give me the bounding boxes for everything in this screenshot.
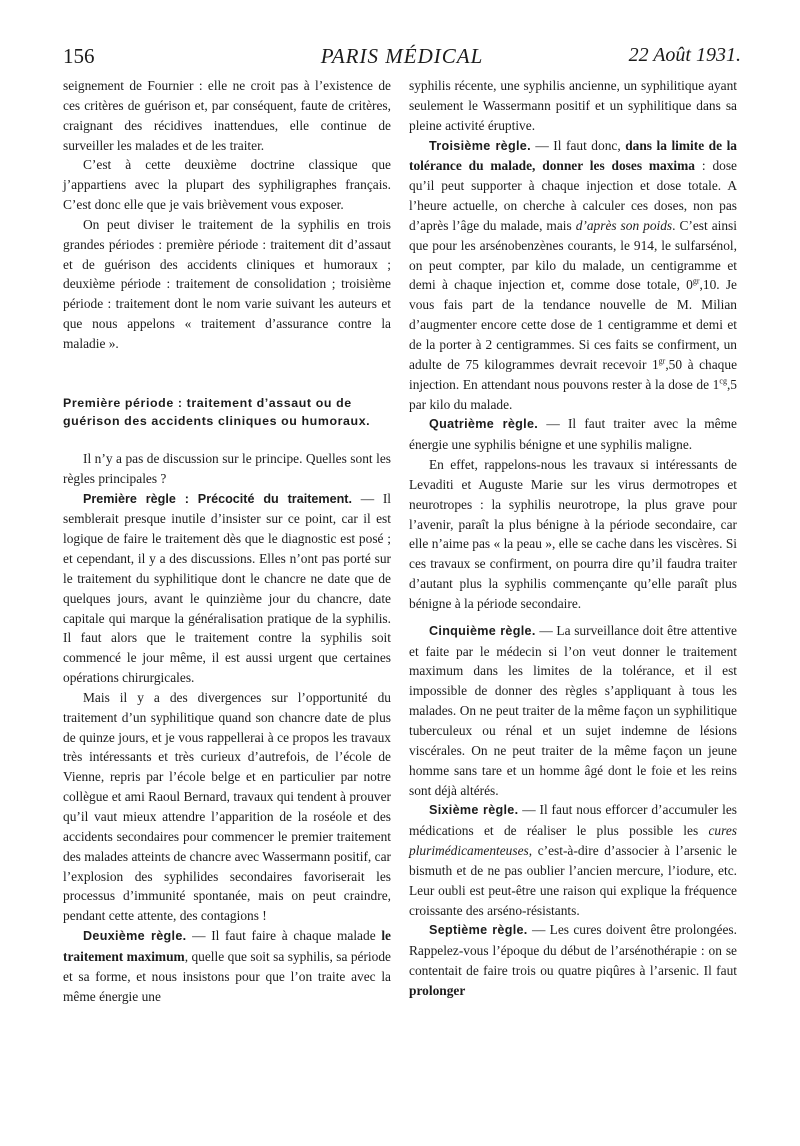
rule-label: Sixième règle. [429,803,519,818]
emphasis: prolonger [409,982,466,998]
paragraph: C’est à cette deuxième doctrine classique que j’appartiens avec la plupart des syphiligraphes français. C’est donc elle que je vais brièvement vous exposer. [63,157,391,213]
rule-text: : dose qu’il peut supporter à chaque injection et dose totale. A l’heure actuelle, on cherche à calculer ces doses, non pas d’après l’âge du malade, mais [409,158,737,233]
issue-date: 22 Août 1931. [628,44,741,66]
rule-text: — Il faut traiter avec la même énergie une syphilis bénigne et une syphilis maligne. [409,416,737,453]
rule-label: Troisième règle. [429,138,531,153]
emphasis: dans la limite de la tolérance du malade, donner les doses maxima [409,137,737,174]
rule-label: Deuxième règle. [83,929,187,944]
page-header [63,44,741,72]
paragraph: En effet, rappelons-nous les travaux si intéressants de Levaditi et Auguste Marie sur les virus dermotropes et neurotropes : la syphilis neurotrope, la plus grave pour l’avenir, paraît la plus bénigne à la période secondaire, car elle n’aime pas « la peau », elle se cache dans les viscères. Si ces travaux se confirment, on pourra dire qu’il faudra traiter d’autant plus la syphilis commençante qu’elle paraît plus bénigne à la période secondaire. [409,457,737,611]
rule-paragraph [409,800,737,920]
rule-paragraph [409,136,737,415]
right-column [409,76,737,1001]
rule-text: — Les cures doivent être prolongées. Rappelez-vous l’époque du début de l’arsénothérapie : on se contentait de faire trois ou quatre piqûres à l’arsenic. Il faut [409,922,737,979]
rule-label: Première règle : Précocité du traitement. [83,491,353,506]
paragraph: Mais il y a des divergences sur l’opportunité du traitement d’un syphilitique quand son chancre date de plus de quinze jours, et je vous rappellerai à ce propos les travaux très intéressants et très curieux d’autrefois, de l’école de Vienne, repris par l’école belge et en particulier par notre collègue et ami Raoul Bernard, travaux qui tendent à prouver qu’il vaut mieux attendre l’apparition de la roséole et des accidents secondaires pour commencer le premier traitement des malades atteints de chancre avec Wassermann positif, car l’explosion des syphilides secondaires favoriserait les processus d’immunité spontanée, mais on peut craindre, pendant cette attente, des contagions ! [63,689,391,924]
section-heading: Première période : traitement d’assaut ou de guérison des accidents cliniques ou humoraux. [63,395,371,428]
page-number: 156 [63,44,95,68]
unit-superscript: gr [658,356,666,366]
rule-text: , c’est-à-dire d’associer à l’arsenic le bismuth et de ne pas oublier l’ancien mercure, l’iodure, etc. Leur oubli est peut-être une raison qui explique la fréquence croissante des arséno-résistants. [409,843,737,918]
emphasis: le traitement maximum [63,928,391,964]
paragraph: seignement de Fournier : elle ne croit pas à l’existence de ces critères de guérison et, par conséquent, faute de critères, craignant des récidives inattendues, elle continue de surveiller les malades et de les traiter. [63,78,391,153]
rule-text: ,10. Je vous fais part de la tendance nouvelle de M. Milian d’augmenter encore cette dose de 1 centigramme et demi et de la porter à 2 centigrammes. Si ces faits se confirment, un adulte de 75 kilogrammes devrait recevoir 1 [409,277,737,372]
rule-label: Cinquième règle. [429,623,536,638]
italic-text: d’après son poids [575,217,673,233]
rule-text: — Il faut nous efforcer d’accumuler les médications et de réaliser le plus possible les [409,802,737,839]
paragraph: Il n’y a pas de discussion sur le principe. Quelles sont les règles principales ? [63,450,391,486]
rule-paragraph [409,920,737,1000]
rule-label: Septième règle. [429,923,528,938]
rule-paragraph [63,489,391,688]
rule-text: — La surveillance doit être attentive et faite par le médecin si l’on veut donner le traitement maximum dans les limites de la tolérance, et il est impossible de donner des règles s’appliquant à tous les malades. On ne peut traiter de la même façon un syphilitique tuberculeux ou rénal et un sujet indemne de lésions viscérales. On ne peut traiter de la même façon un jeune homme sans tare et un homme âgé dont le foie et les reins sont déjà altérés. [409,622,737,798]
left-column [63,76,391,1006]
paragraph: syphilis récente, une syphilis ancienne, un syphilitique ayant seulement le Wassermann positif et un syphilitique dans sa pleine activité éruptive. [409,78,737,133]
rule-paragraph [409,621,737,801]
rule-text: — Il faut donc, [530,137,626,153]
rule-text: . C’est ainsi que pour les arsénobenzènes courants, le 914, le sulfarsénol, on peut compter, par kilo du malade, un centigramme et demi à chaque injection et, comme dose totale, 0 [409,217,737,293]
unit-superscript: gr [692,276,700,286]
rule-text: ,5 par kilo du malade. [409,376,737,412]
italic-text: cures plurimédicamenteuses [409,823,737,859]
rule-paragraph [63,926,391,1006]
paragraph: On peut diviser le traitement de la syphilis en trois grandes périodes : première période : traitement dit d’assaut et de guérison des accidents cliniques et humoraux ; deuxième période : traitement de consolidation ; troisième période : traitement dont le nom varie suivant les auteurs et que nous appelons « traitement d’assurance contre la maladie ». [63,216,391,351]
rule-text: , quelle que soit sa syphilis, sa période et sa forme, et nous insistons pour que l’on traite avec la même énergie une [63,948,391,1004]
unit-superscript: cg [719,376,727,386]
rule-paragraph [409,414,737,455]
journal-title: PARIS MÉDICAL [320,44,484,68]
rule-text: ,50 à chaque injection. En attendant nous pouvons rester à la dose de 1 [409,356,738,392]
rule-label: Quatrième règle. [429,417,539,432]
rule-text: — Il faut faire à chaque malade [186,928,382,944]
rule-text: — Il semblerait presque inutile d’insister sur ce point, car il est logique de faire le traitement dès que le diagnostic est posé ; et cependant, il y a des discussions. Elles n’ont pas porté sur le traitement du syphilitique dont le chancre ne date que de quelques jours, avant le quinzième jour du chancre, date capitale qui marque la généralisation pratique de la syphilis. Il faut alors que le traitement contre la syphilis soit commencé le jour même, il est aussi urgent que certaines opérations chirurgicales. [63,490,392,686]
